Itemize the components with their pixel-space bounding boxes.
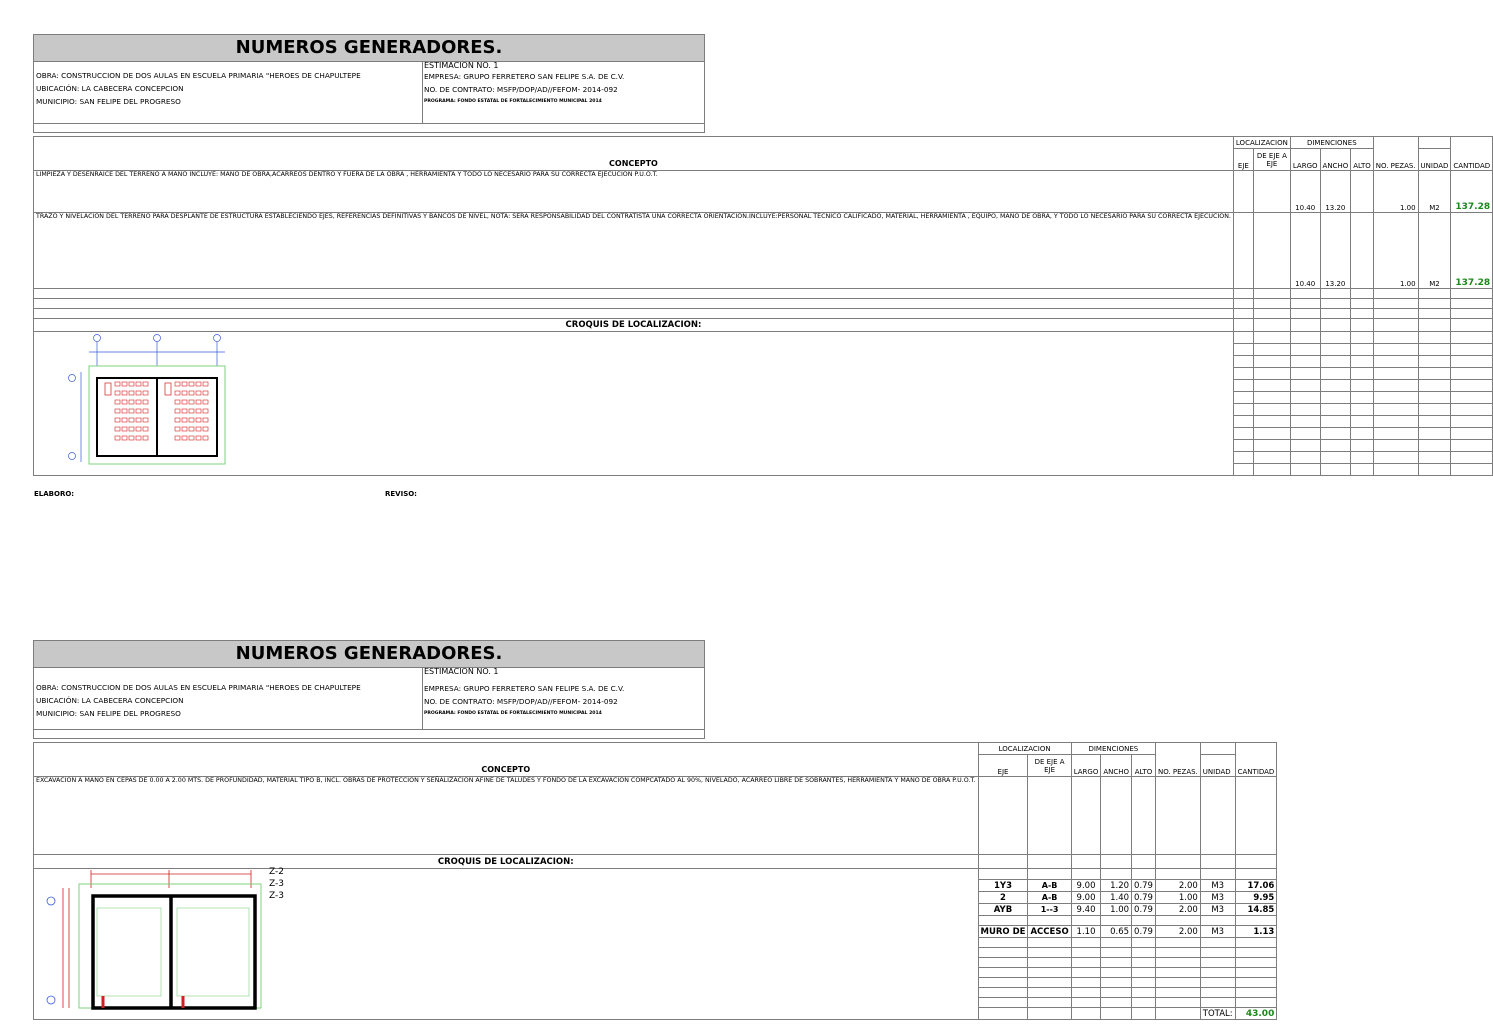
table-row: MURO DE ACCESO 1.10 0.65 0.79 2.00 M3 1.13: [34, 926, 1277, 938]
eje-header: EJE: [978, 755, 1028, 777]
desk-symbol: [182, 391, 187, 395]
desk-symbol: [182, 436, 187, 440]
eje-header: EJE: [1233, 149, 1253, 171]
cantidad-value: 137.28: [1451, 171, 1493, 213]
table-row: [34, 777, 1277, 855]
alto-header: ALTO: [1351, 149, 1374, 171]
municipio-line: MUNICIPIO: SAN FELIPE DEL PROGRESO: [36, 97, 181, 106]
desk-symbol: [122, 391, 127, 395]
table-row: 1Y3 A-B 9.00 1.20 0.79 2.00 M3 17.06: [34, 880, 1277, 892]
desk-symbol: [136, 400, 141, 404]
desk-symbol: [129, 391, 134, 395]
desk-symbol: [115, 418, 120, 422]
desk-symbol: [175, 382, 180, 386]
desk-symbol: [189, 436, 194, 440]
desk-symbol: [189, 391, 194, 395]
largo-header: LARGO: [1290, 149, 1320, 171]
desk-symbol: [122, 382, 127, 386]
ubicacion-line: UBICACIÓN: LA CABECERA CONCEPCION: [36, 84, 184, 93]
desk-symbol: [143, 400, 148, 404]
desk-symbol: [129, 400, 134, 404]
desk-symbol: [115, 382, 120, 386]
desk-symbol: [143, 418, 148, 422]
spacer-row: [33, 730, 705, 739]
desk-symbol: [129, 436, 134, 440]
table-row: TRAZO Y NIVELACION DEL TERRENO PARA DESPLANTE DE ESTRUCTURA ESTABLECIENDO EJES, REFERENCIAS DEFINITIVAS Y BANCOS DE NIVEL, NOTA: SERA RESPONSABILIDAD DEL CONTRATISTA UNA CORRECTA ORIENTACION.INCLUYE:PERSONAL TECNICO CALIFICADO, MATERIAL, HERRAMIENTA , EQUIPO, MANO DE OBRA, Y TODO LO NECESARIO PARA SU CORRECTA EJECUCION. 10.40 13.20 1.00 M2 137.28: [34, 213, 1493, 289]
estimacion-line: ESTIMACION NO. 1: [424, 667, 499, 676]
desk-symbol: [203, 436, 208, 440]
desk-symbol: [143, 382, 148, 386]
sheet-title: NUMEROS GENERADORES.: [33, 640, 705, 668]
desk-symbol: [136, 382, 141, 386]
elaboro-label: ELABORO:: [34, 490, 75, 498]
desk-symbol: [122, 400, 127, 404]
table-row: LIMPIEZA Y DESENRAICE DEL TERRENO A MANO INCLUYE: MANO DE OBRA,ACARREOS DENTRO Y FUERA DE LA OBRA , HERRAMIENTA Y TODO LO NECESARIO PARA SU CORRECTA EJECUCION P.U.O.T. 10.40 13.20 1.00 M2 137.28: [34, 171, 1493, 213]
desk-symbol: [136, 427, 141, 431]
desk-symbol: [136, 409, 141, 413]
desk-symbol: [203, 400, 208, 404]
foundation-plan-sketch: [41, 868, 267, 1008]
desk-symbol: [129, 382, 134, 386]
cantidad-value: 137.28: [1451, 213, 1493, 289]
empresa-line: EMPRESA: GRUPO FERRETERO SAN FELIPE S.A. DE C.V.: [424, 684, 625, 693]
table-row: 2 A-B 9.00 1.40 0.79 1.00 M3 9.95: [34, 892, 1277, 904]
cantidad-value: 9.95: [1235, 892, 1277, 904]
concepto-header: CONCEPTO: [34, 137, 1234, 171]
cantidad-value: 17.06: [1235, 880, 1277, 892]
desk-symbol: [203, 427, 208, 431]
desk-symbol: [175, 427, 180, 431]
desk-symbol: [122, 436, 127, 440]
desk-symbol: [182, 418, 187, 422]
desk-symbol: [196, 418, 201, 422]
ubicacion-line: UBICACIÓN: LA CABECERA CONCEPCION: [36, 696, 184, 705]
cantidad-value: 14.85: [1235, 904, 1277, 916]
zone-prefix: Z-3: [269, 879, 284, 889]
desk-symbol: [196, 409, 201, 413]
desk-symbol: [203, 409, 208, 413]
desk-symbol: [143, 436, 148, 440]
dimenciones-header: DIMENCIONES: [1290, 137, 1373, 149]
desk-symbol: [122, 418, 127, 422]
zone-prefix: Z-3: [269, 891, 284, 901]
desk-symbol: [143, 391, 148, 395]
floor-plan-sketch: [61, 332, 261, 472]
cantidad-header: CANTIDAD: [1235, 755, 1277, 777]
desk-symbol: [189, 382, 194, 386]
desk-symbol: [203, 418, 208, 422]
desk-symbol: [136, 436, 141, 440]
ancho-header: ANCHO: [1320, 149, 1351, 171]
total-value: 43.00: [1235, 1008, 1277, 1020]
unidad-header: UNIDAD: [1418, 149, 1451, 171]
obra-line: OBRA: CONSTRUCCION DE DOS AULAS EN ESCUELA PRIMARIA "HEROES DE CHAPULTEPE: [36, 71, 361, 80]
sheet-title: NUMEROS GENERADORES.: [33, 34, 705, 62]
desk-symbol: [175, 391, 180, 395]
contrato-line: NO. DE CONTRATO: MSFP/DOP/AD//FEFOM- 2014-092: [424, 697, 618, 706]
desk-symbol: [143, 409, 148, 413]
dimenciones-header: DIMENCIONES: [1071, 743, 1155, 755]
cantidad-value: 1.13: [1235, 926, 1277, 938]
desk-symbol: [196, 400, 201, 404]
ancho-header: ANCHO: [1101, 755, 1132, 777]
desk-symbol: [143, 427, 148, 431]
desk-symbol: [122, 409, 127, 413]
desk-symbol: [175, 400, 180, 404]
desk-symbol: [175, 409, 180, 413]
croquis-title: CROQUIS DE LOCALIZACION:: [34, 319, 1234, 332]
concepto-header: CONCEPTO: [34, 743, 979, 777]
croquis-title: CROQUIS DE LOCALIZACION:: [34, 855, 979, 869]
pezas-header: NO. PEZAS.: [1373, 149, 1418, 171]
desk-symbol: [189, 409, 194, 413]
desk-symbol: [129, 427, 134, 431]
desk-symbol: [182, 409, 187, 413]
desk-symbol: [196, 427, 201, 431]
localizacion-header: LOCALIZACION: [978, 743, 1071, 755]
desk-symbol: [203, 382, 208, 386]
programa-line: PROGRAMA: FONDO ESTATAL DE FORTALECIMIENTO MUNICIPAL 2014: [424, 99, 602, 104]
de-eje-a-header: DE EJE A EJE: [1028, 755, 1071, 777]
desk-symbol: [115, 436, 120, 440]
desk-symbol: [203, 391, 208, 395]
programa-line: PROGRAMA: FONDO ESTATAL DE FORTALECIMIENTO MUNICIPAL 2014: [424, 711, 602, 716]
contrato-line: NO. DE CONTRATO: MSFP/DOP/AD//FEFOM- 2014-092: [424, 85, 618, 94]
largo-header: LARGO: [1071, 755, 1101, 777]
desk-symbol: [189, 418, 194, 422]
obra-line: OBRA: CONSTRUCCION DE DOS AULAS EN ESCUELA PRIMARIA "HEROES DE CHAPULTEPE: [36, 683, 361, 692]
cantidad-header: CANTIDAD: [1451, 149, 1493, 171]
desk-symbol: [136, 418, 141, 422]
desk-symbol: [182, 400, 187, 404]
desk-symbol: [115, 391, 120, 395]
alto-header: ALTO: [1132, 755, 1156, 777]
desk-symbol: [182, 427, 187, 431]
desk-symbol: [122, 427, 127, 431]
desk-symbol: [189, 400, 194, 404]
concept-description: TRAZO Y NIVELACION DEL TERRENO PARA DESPLANTE DE ESTRUCTURA ESTABLECIENDO EJES, REFERENCIAS DEFINITIVAS Y BANCOS DE NIVEL, NOTA: SERA RESPONSABILIDAD DEL CONTRATISTA UNA CORRECTA ORIENTACION.INCLUYE:PERSONAL TECNICO CALIFICADO, MATERIAL, HERRAMIENTA , EQUIPO, MANO DE OBRA, Y TODO LO NECESARIO PARA SU CORRECTA EJECUCION.: [34, 213, 1234, 289]
zone-prefix: Z-2: [269, 867, 284, 877]
table-row: AYB 1--3 9.40 1.00 0.79 2.00 M3 14.85: [34, 904, 1277, 916]
empresa-line: EMPRESA: GRUPO FERRETERO SAN FELIPE S.A. DE C.V.: [424, 72, 625, 81]
project-header: [33, 667, 705, 730]
desk-symbol: [136, 391, 141, 395]
concept-description: EXCAVACION A MANO EN CEPAS DE 0.00 A 2.00 MTS. DE PROFUNDIDAD, MATERIAL TIPO B, INCL. OBRAS DE PROTECCION Y SEÑALIZACION AFINE DE TALUDES Y FONDO DE LA EXCAVACION COMPCATADO AL 90%, NIVELADO, ACARREO LIBRE DE SOBRANTES, HERRAMIENTA Y MANO DE OBRA P.U.O.T.: [34, 777, 979, 855]
spacer-row: [33, 124, 705, 133]
desk-symbol: [115, 427, 120, 431]
unidad-header: UNIDAD: [1200, 755, 1235, 777]
pezas-header: NO. PEZAS.: [1155, 755, 1200, 777]
total-label: TOTAL:: [1200, 1008, 1235, 1020]
desk-symbol: [175, 436, 180, 440]
desk-symbol: [189, 427, 194, 431]
de-eje-a-header: DE EJE A EJE: [1253, 149, 1290, 171]
estimacion-line: ESTIMACION NO. 1: [424, 61, 499, 70]
concept-description: LIMPIEZA Y DESENRAICE DEL TERRENO A MANO INCLUYE: MANO DE OBRA,ACARREOS DENTRO Y FUERA DE LA OBRA , HERRAMIENTA Y TODO LO NECESARIO PARA SU CORRECTA EJECUCION P.U.O.T.: [34, 171, 1234, 213]
desk-symbol: [182, 382, 187, 386]
desk-symbol: [115, 409, 120, 413]
desk-symbol: [196, 391, 201, 395]
desk-symbol: [115, 400, 120, 404]
municipio-line: MUNICIPIO: SAN FELIPE DEL PROGRESO: [36, 709, 181, 718]
desk-symbol: [129, 418, 134, 422]
project-header: [33, 61, 705, 124]
desk-symbol: [129, 409, 134, 413]
localizacion-header: LOCALIZACION: [1233, 137, 1290, 149]
desk-symbol: [175, 418, 180, 422]
desk-symbol: [196, 436, 201, 440]
reviso-label: REVISO:: [385, 490, 417, 498]
desk-symbol: [196, 382, 201, 386]
